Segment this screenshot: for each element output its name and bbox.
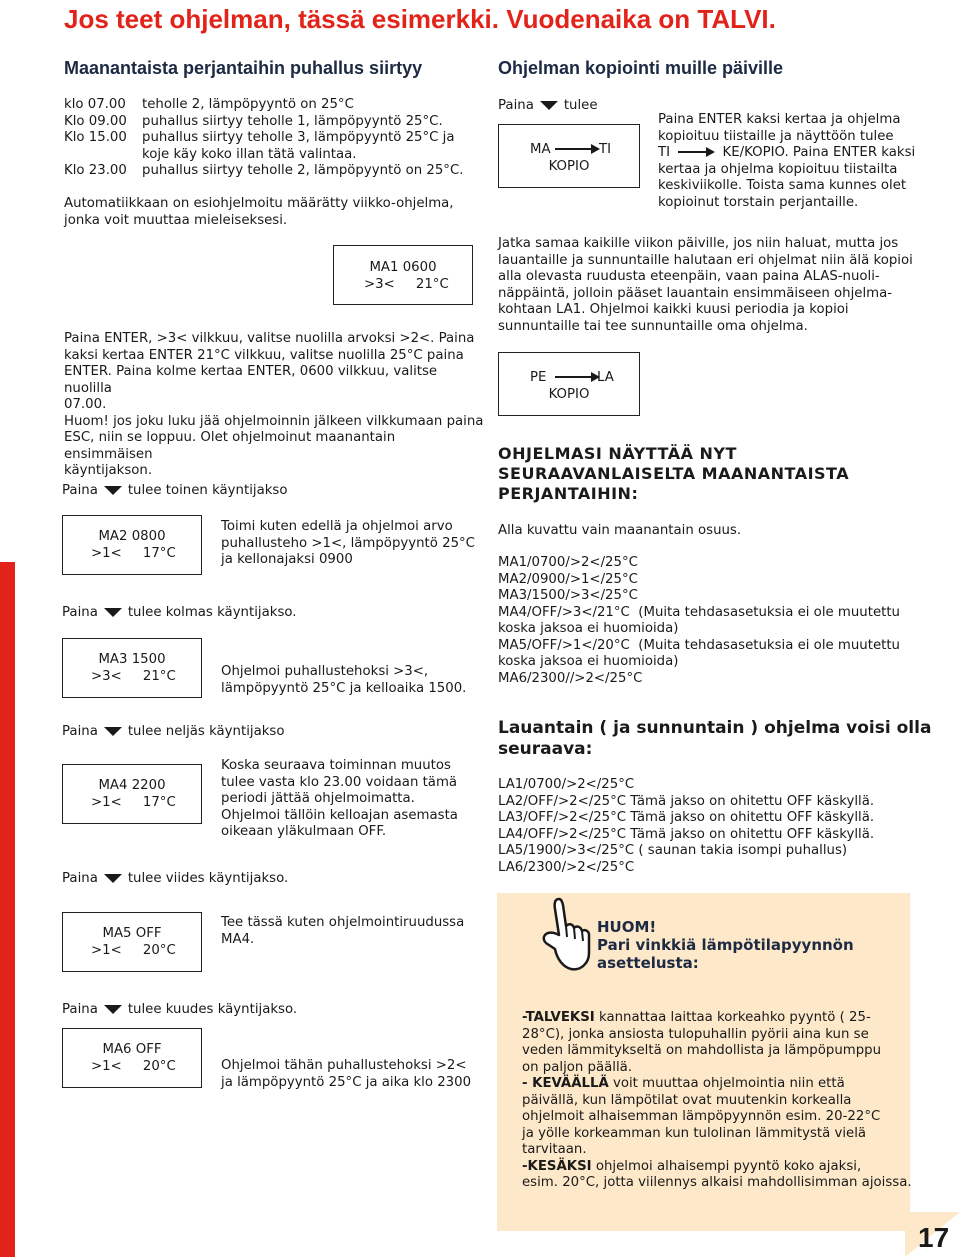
schedule-row: klo 07.00 teholle 2, lämpöpyyntö on 25°C [64,97,354,112]
page-number: 17 [918,1222,950,1253]
pointing-hand-icon [535,895,595,975]
prompt-line: Paina tulee neljäs käyntijakso [62,724,285,739]
period-note: Tee tässä kuten ohjelmointiruudussa MA4. [221,915,465,947]
down-arrow-icon [104,1005,122,1014]
period-note: Ohjelmoi tähän puhallustehoksi >2< ja lämpöpyyntö 25°C ja aika klo 2300 [221,1058,472,1090]
prompt-line: Paina tulee viides käyntijakso. [62,871,289,886]
down-arrow-icon [104,727,122,736]
page-title: Jos teet ohjelman, tässä esimerkki. Vuodenaika on TALVI. [64,4,776,34]
schedule-row: Klo 23.00 puhallus siirtyy teholle 2, lämpöpyyntö on 25°C. [64,163,464,178]
display-ma5: MA5 OFF >1< 20°C [62,912,202,972]
down-arrow-icon [540,101,558,110]
display-ma1: MA1 0600 >3< 21°C [333,245,473,305]
tip-text: -TALVEKSI kannattaa laittaa korkeahko pyyntö ( 25- 28°C), jonka ansiosta tulopuhallin pyörii aina kun se veden lämmitykseltä on mahdollista ja lämpöpumppu on paljon päällä. - KEVÄÄLLÄ voit muuttaa ohjelmointia niin että päivällä, kun lämpötilat ovat muutenkin korkealla ohjelmoit alhaisemman lämpöpyynnön esim. 20-22°C ja yölle korkeamman kun tulolinan lämmitystä vielä tarvitaan. -KESÄKSI ohjelmoi alhaisempi pyyntö koko ajaksi, esim. 20°C, jotta viilennys alkaisi mahdollisimman ajoissa. [522,1010,912,1190]
copy-prompt-line: Paina tulee [498,98,598,113]
tip-title: HUOM! Pari vinkkiä lämpötilapyynnön asettelusta: [597,918,854,972]
display-ma4: MA4 2200 >1< 17°C [62,764,202,824]
down-arrow-icon [104,608,122,617]
right-arrow-icon [678,147,714,157]
red-side-bar [0,562,15,1257]
right-heading: Ohjelman kopiointi muille päiville [498,58,784,78]
summary-note: Alla kuvattu vain maanantain osuus. [498,523,742,538]
weekend-instructions: Jatka samaa kaikille viikon päiville, jos niin haluat, mutta jos lauantaille ja sunnuntaille halutaan eri ohjelmat niin älä kopioi alla olevasta ruudusta eteenpäin, vaan paina ALAS-nuoli- näppäintä, jolloin pääset lauantain ensimmäiseen ohjelma- kohtaan LA1. Ohjelmoi kaikki kuusi periodia ja kopioi sunnuntaille tai tee sunnuntaille oma ohjelma. [498,236,913,334]
schedule-row: Klo 15.00 puhallus siirtyy teholle 3, lämpöpyyntö 25°C ja [64,130,455,145]
period-note: Ohjelmoi puhallustehoksi >3<, lämpöpyyntö 25°C ja kelloaika 1500. [221,664,467,696]
prompt-line: Paina tulee kuudes käyntijakso. [62,1002,298,1017]
copy-box-ma-ti: MA TI KOPIO [498,124,640,188]
auto-program-text: Automatiikkaan on esiohjelmoitu määrätty viikko-ohjelma, jonka voit muuttaa mieleiseksesi. [64,196,454,228]
schedule-summary-heading: OHJELMASI NÄYTTÄÄ NYT SEURAAVANLAISELTA MAANANTAISTA PERJANTAIHIN: [498,444,850,503]
weekend-heading: Lauantain ( ja sunnuntain ) ohjelma voisi olla seuraava: [498,718,932,759]
schedule-list [64,97,484,180]
right-arrow-icon [555,144,599,154]
period-note: Toimi kuten edellä ja ohjelmoi arvo puhallusteho >1<, lämpöpyyntö 25°C ja kellonajaksi 0900 [221,519,475,567]
display-ma3: MA3 1500 >3< 21°C [62,638,202,698]
schedule-row: Klo 09.00 puhallus siirtyy teholle 1, lämpöpyyntö 25°C. [64,113,443,129]
down-arrow-icon [104,874,122,883]
down-arrow-icon [104,486,122,495]
display-ma2: MA2 0800 >1< 17°C [62,515,202,575]
display-ma6: MA6 OFF >1< 20°C [62,1028,202,1088]
left-heading: Maanantaista perjantaihin puhallus siirtyy [64,58,423,78]
instructions-text: Paina ENTER, >3< vilkkuu, valitse nuolilla arvoksi >2<. Paina kaksi kertaa ENTER 21°C vilkkuu, valitse nuolilla 25°C paina ENTER. Paina kolme kertaa ENTER, 0600 vilkkuu, valitse nuolilla 07.00. Huom! jos joku luku jää ohjelmoinnin jälkeen vilkkumaan paina ESC, niin se loppuu. Olet ohjelmoinut maanantain ensimmäisen käyntijakson. [64,331,484,478]
copy-instructions: Paina ENTER kaksi kertaa ja ohjelma kopioituu tiistaille ja näyttöön tulee TI KE/KOPIO. Paina ENTER kaksi kertaa ja ohjelma kopioituu tiistailta keskiviikolle. Toista sama kunnes olet kopioinut torstain perjantaille. [658,112,916,210]
period-note: Koska seuraava toiminnan muutos tulee vasta klo 23.00 voidaan tämä periodi jättää ohjelmoimatta. Ohjelmoi tällöin kelloajan asemasta oikeaan yläkulmaan OFF. [221,758,458,839]
prompt-line: Paina tulee toinen käyntijakso [62,483,288,498]
monday-schedule-list: MA1/0700/>2</25°C MA2/0900/>1</25°C MA3/1500/>3</25°C MA4/OFF/>3</21°C (Muita tehdasasetuksia ei ole muutettu koska jaksoa ei huomioida) MA5/OFF/>1</20°C (Muita tehdasasetuksia ei ole muutettu koska jaksoa ei huomioida) MA6/2300//>2</25°C [498,555,900,686]
prompt-line: Paina tulee kolmas käyntijakso. [62,605,297,620]
schedule-row: koje käy koko illan tätä valintaa. [142,146,357,162]
right-arrow-icon [555,372,599,382]
copy-box-pe-la: PE LA KOPIO [498,352,640,416]
saturday-schedule-list: LA1/0700/>2</25°C LA2/OFF/>2</25°C Tämä jakso on ohitettu OFF käskyllä. LA3/OFF/>2</25°C Tämä jakso on ohitettu OFF käskyllä. LA4/OFF/>2</25°C Tämä jakso on ohitettu OFF käskyllä. LA5/1900/>3</25°C ( saunan takia isompi puhallus) LA6/2300/>2</25°C [498,777,875,875]
